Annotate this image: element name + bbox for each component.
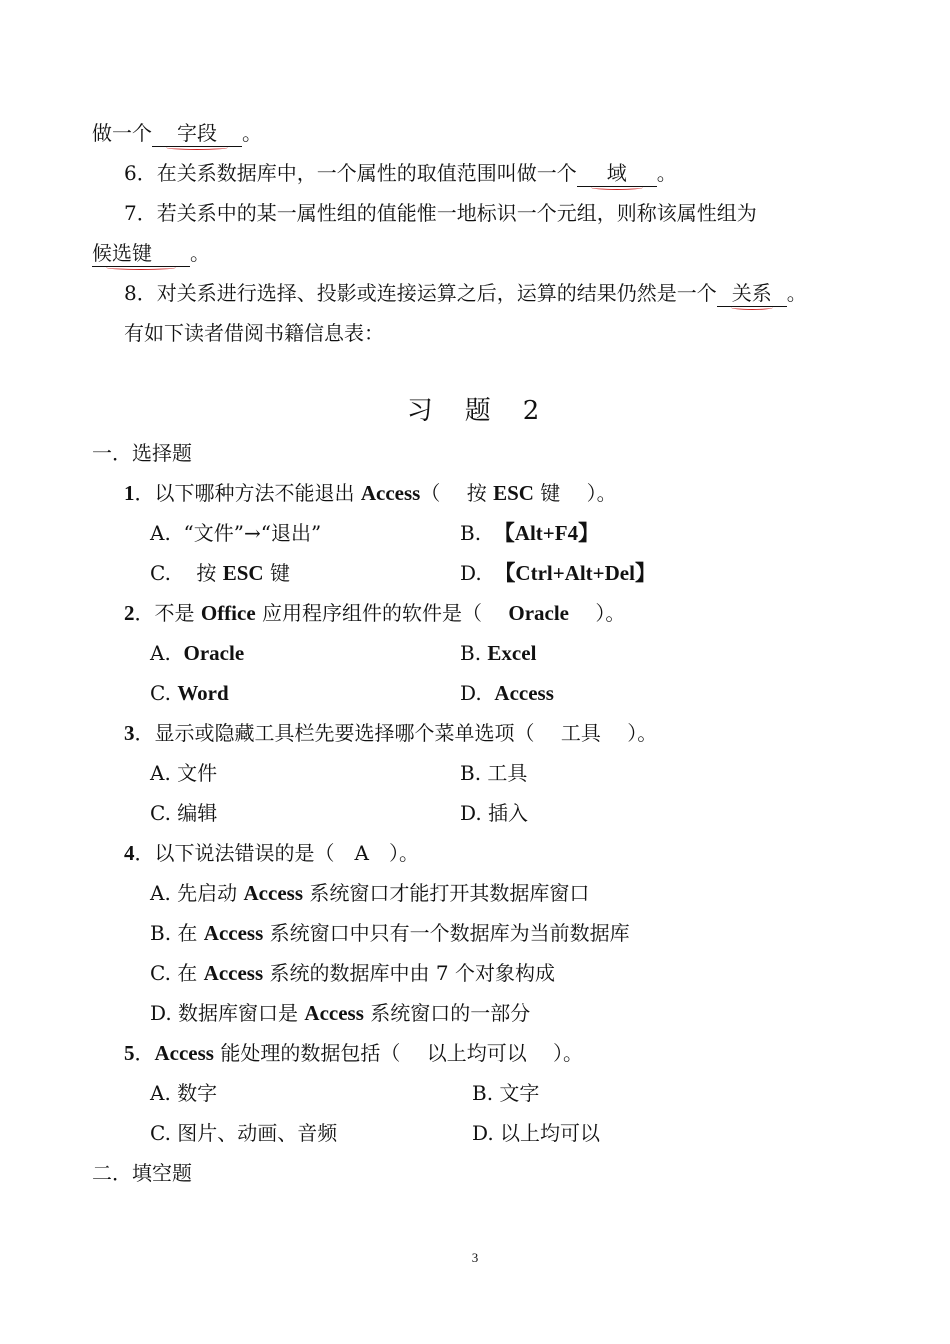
fill-line-7: 7．若关系中的某一属性组的值能惟一地标识一个元组，则称该属性组为 xyxy=(124,201,757,225)
fill-line-6: 6．在关系数据库中，一个属性的取值范围叫做一个 域 。 xyxy=(124,161,677,185)
q5-option-d: D. 以上均可以 xyxy=(472,1121,601,1145)
answer-blank-candidate-key: 候选键 xyxy=(92,240,190,267)
q2-option-b: B. Excel xyxy=(460,641,537,665)
question-5: 5．Access 能处理的数据包括（ 以上均可以 ）。 xyxy=(124,1041,584,1065)
q5-option-b: B. 文字 xyxy=(472,1081,540,1105)
fill-line-7-cont: 候选键 。 xyxy=(92,241,210,265)
section-heading-fill: 二．填空题 xyxy=(92,1161,192,1185)
q3-option-a: A. 文件 xyxy=(150,761,218,785)
answer-blank-relation: 关系 xyxy=(717,280,787,307)
q4-option-d: D. 数据库窗口是 Access 系统窗口的一部分 xyxy=(150,1001,531,1025)
exercise-title: 习 题 2 xyxy=(406,396,544,426)
q1-option-c: C. 按 ESC 键 xyxy=(150,561,290,585)
q2-option-a: A. Oracle xyxy=(150,641,245,665)
q1-option-d: D. 【Ctrl+Alt+Del】 xyxy=(460,561,656,585)
q3-option-d: D. 插入 xyxy=(460,801,529,825)
question-4: 4．以下说法错误的是（ A ）。 xyxy=(124,841,419,865)
q3-option-b: B. 工具 xyxy=(460,761,528,785)
q4-option-a: A. 先启动 Access 系统窗口才能打开其数据库窗口 xyxy=(150,881,590,905)
q5-option-a: A. 数字 xyxy=(150,1081,218,1105)
q1-option-b: B. 【Alt+F4】 xyxy=(460,521,600,545)
q4-option-c: C. 在 Access 系统的数据库中由 7 个对象构成 xyxy=(150,961,555,985)
question-2: 2．不是 Office 应用程序组件的软件是（ Oracle ）。 xyxy=(124,601,626,625)
q3-option-c: C. 编辑 xyxy=(150,801,218,825)
fill-line-8: 8．对关系进行选择、投影或连接运算之后，运算的结果仍然是一个 关系 。 xyxy=(124,281,807,305)
section-heading-choice: 一．选择题 xyxy=(92,441,192,465)
question-3: 3．显示或隐藏工具栏先要选择哪个菜单选项（ 工具 ）。 xyxy=(124,721,658,745)
q5-option-c: C. 图片、动画、音频 xyxy=(150,1121,338,1145)
q1-option-a: A. “文件”→“退出” xyxy=(150,521,322,545)
page-number: 3 xyxy=(471,1250,479,1265)
fill-line-1: 做一个 字段 。 xyxy=(92,121,262,145)
q2-option-d: D. Access xyxy=(460,681,554,705)
reader-table-intro: 有如下读者借阅书籍信息表： xyxy=(124,321,384,345)
answer-blank-domain: 域 xyxy=(577,160,657,187)
q4-option-b: B. 在 Access 系统窗口中只有一个数据库为当前数据库 xyxy=(150,921,630,945)
answer-blank-field: 字段 xyxy=(152,120,242,147)
q2-option-c: C. Word xyxy=(150,681,229,705)
question-1: 1．以下哪种方法不能退出 Access（ 按 ESC 键 ）。 xyxy=(124,481,617,505)
